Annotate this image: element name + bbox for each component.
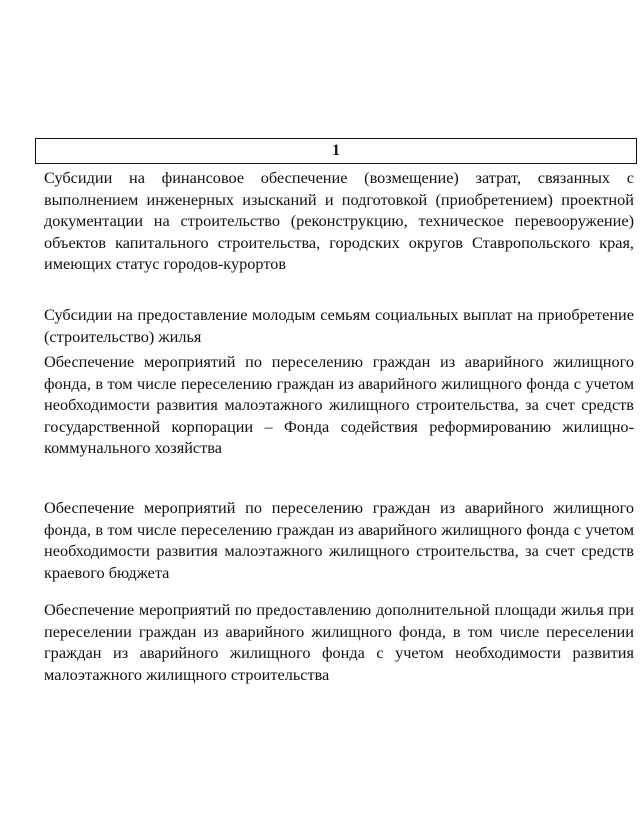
table-row-text: Обеспечение мероприятий по предоставлению дополнительной площади жилья при переселении граждан из аварийного жилищного фонда, в том числе переселении граждан из аварийного жилищного фонда с учетом необходимости развития малоэтажного жилищного строительства: [44, 600, 634, 684]
table-header-column-number: 1: [35, 138, 637, 164]
table-row-text: Субсидии на предоставление молодым семьям социальных выплат на приобретение (строительство) жилья: [44, 305, 634, 346]
table-row-text: Обеспечение мероприятий по переселению граждан из аварийного жилищного фонда, в том числе переселению граждан из аварийного жилищного фонда с учетом необходимости развития малоэтажного жилищного строительства, за счет средств краевого бюджета: [44, 498, 634, 582]
table-row-text: Обеспечение мероприятий по переселению граждан из аварийного жилищного фонда, в том числе переселению граждан из аварийного жилищного фонда с учетом необходимости развития малоэтажного жилищного строительства, за счет средств государственной корпорации – Фонда содействия реформированию жилищно-коммунального хозяйства: [44, 352, 634, 457]
table-row-text: Субсидии на финансовое обеспечение (возмещение) затрат, связанных с выполнением инженерных изысканий и подготовкой (приобретением) проектной документации на строительство (реконструкцию, техническое перевооружение) объектов капитального строительства, городских округов Ставропольского края, имеющих статус городов-курортов: [44, 168, 634, 273]
